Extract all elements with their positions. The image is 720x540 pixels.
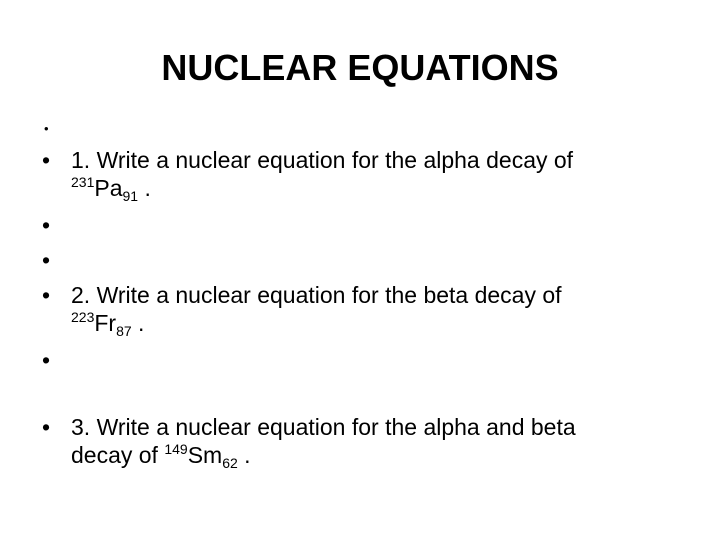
question-2-line-1: 2. Write a nuclear equation for the beta decay of [71,282,562,308]
mass-number: 231 [71,174,95,190]
mass-number: 149 [164,441,188,457]
atomic-number: 87 [116,323,132,339]
period: . [138,175,151,201]
bullet-marker: • [42,212,51,238]
slide-title: NUCLEAR EQUATIONS [161,47,559,88]
question-2-text [71,281,681,337]
question-1-line-2 [71,174,681,202]
period: . [131,310,145,336]
bullet-marker: • [42,147,51,173]
bullet-marker: • [42,347,51,373]
bullet-marker: • [42,247,51,273]
element-symbol: Pa [94,175,123,201]
question-3-text [71,413,681,469]
atomic-number: 91 [122,188,139,204]
element-symbol: Fr [94,310,117,336]
mass-number: 223 [71,309,95,325]
question-1-line-1: 1. Write a nuclear equation for the alpha decay of [71,147,574,173]
question-3-line-2-prefix: decay of [71,442,165,468]
bullet-marker: • [42,282,51,308]
question-1-text [71,146,681,202]
bullet-marker: • [42,414,51,440]
question-3-line-1: 3. Write a nuclear equation for the alpha and beta [71,414,576,440]
question-2-line-2 [71,309,681,337]
atomic-number: 62 [222,455,238,471]
period: . [237,442,251,468]
element-symbol: Sm [187,442,223,468]
question-3-line-2 [71,441,681,469]
small-bullet: • [44,121,49,136]
